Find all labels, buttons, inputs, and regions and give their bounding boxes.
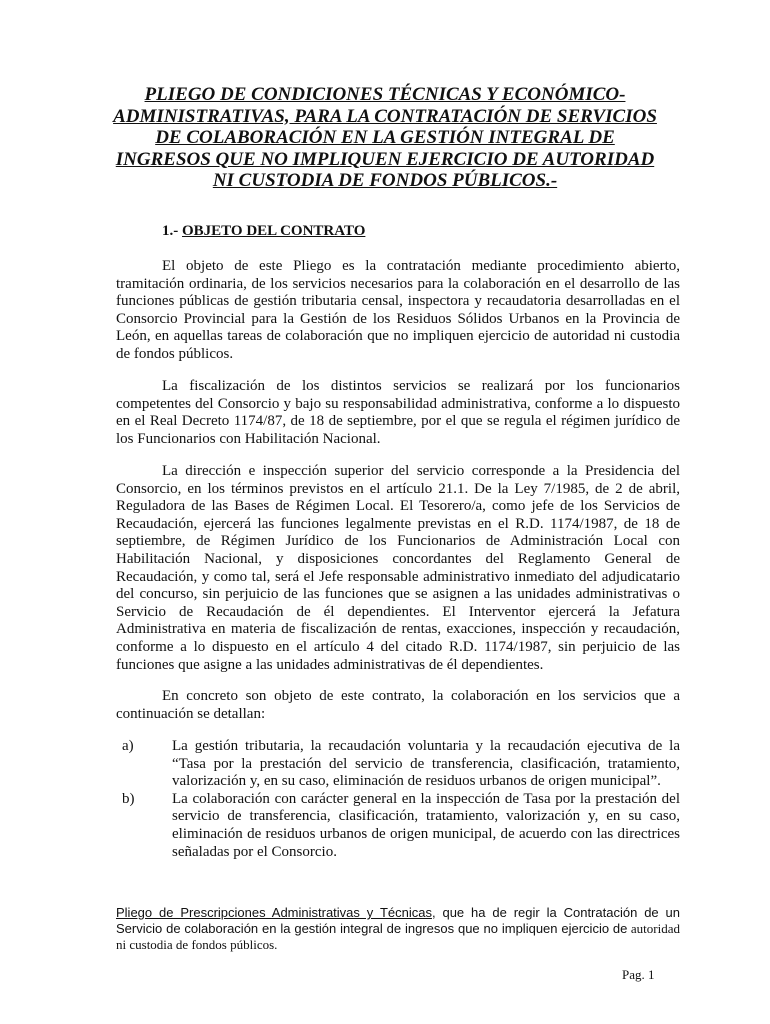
list-item-text: La colaboración con carácter general en la inspección de Tasa por la prestación del servicio de transferencia, clasificación, tratamiento, valorización y, en su caso, eliminación de residuos urbanos de origen municipal, de acuerdo con las directrices señaladas por el Consorcio.: [172, 790, 680, 860]
paragraph-en-concreto: En concreto son objeto de este contrato, la colaboración en los servicios que a continuación se detallan:: [116, 688, 680, 722]
section-heading-text: OBJETO DEL CONTRATO: [182, 223, 366, 239]
paragraph-direccion: La dirección e inspección superior del servicio corresponde a la Presidencia del Consorcio, en los términos previstos en el artículo 21.1. De la Ley 7/1985, de 2 de abril, Reguladora de las Bases de Régimen Local. El Tesorero/a, como jefe de los Servicios de Recaudación, ejercerá las funciones legalmente previstas en el R.D. 1174/1987, de 18 de septiembre, de Régimen Jurídico de los Funcionarios de Administración Local con Habilitación Nacional, y disposiciones concordantes del Reglamento General de Recaudación, y como tal, será el Jefe responsable administrativo inmediato del adjudicatario del concurso, sin perjuicio de las funciones que se asignen a las unidades administrativas o Servicio de Recaudación de él dependientes. El Interventor ejercerá la Jefatura Administrativa en materia de fiscalización de rentas, exacciones, inspección y recaudación, conforme a lo dispuesto en el artículo 4 del citado R.D. 1174/1987, sin perjuicio de las funciones que asigne a las unidades administrativas de él dependientes.: [116, 463, 680, 673]
document-title: PLIEGO DE CONDICIONES TÉCNICAS Y ECONÓMICO-ADMINISTRATIVAS, PARA LA CONTRATACIÓN DE SERVICIOS DE COLABORACIÓN EN LA GESTIÓN INTEGRAL DE INGRESOS QUE NO IMPLIQUEN EJERCICIO DE AUTORIDAD NI CUSTODIA DE FONDOS PÚBLICOS.-: [113, 84, 657, 191]
list-item: [116, 738, 680, 791]
section-heading: [162, 223, 365, 240]
paragraph-fiscalizacion: La fiscalización de los distintos servicios se realizará por los funcionarios competentes del Consorcio y bajo su responsabilidad administrativa, conforme a lo dispuesto en el Real Decreto 1174/87, de 18 de septiembre, por el que se regula el régimen jurídico de los Funcionarios con Habilitación Nacional.: [116, 378, 680, 447]
list-item: [116, 791, 680, 861]
footer-document-name: Pliego de Prescripciones Administrativas y Técnicas: [116, 905, 432, 920]
page-number: Pag. 1: [622, 967, 655, 982]
list-marker: a): [122, 738, 134, 754]
section-number: 1.-: [162, 223, 182, 239]
paragraph-objeto: El objeto de este Pliego es la contratación mediante procedimiento abierto, tramitación ordinaria, de los servicios necesarios para la colaboración en el desarrollo de las funciones públicas de gestión tributaria censal, inspectora y recaudatoria desarrolladas en el Consorcio Provincial para la Gestión de los Residuos Sólidos Urbanos en la Provincia de León, en aquellas tareas de colaboración que no impliquen ejercicio de autoridad ni custodia de fondos públicos.: [116, 258, 680, 362]
page-footer: [116, 905, 680, 953]
list-item-text: La gestión tributaria, la recaudación voluntaria y la recaudación ejecutiva de la “Tasa por la prestación del servicio de transferencia, clasificación, tratamiento, valorización y, en su caso, eliminación de residuos urbanos de origen municipal”.: [172, 738, 680, 790]
footer-text: , que ha de regir la Contratación de un Servicio de colaboración en la gestión integral de ingresos que no impliquen ejercicio de: [116, 905, 680, 936]
services-list: [116, 738, 680, 861]
list-marker: b): [122, 790, 135, 807]
footer-text-end: autoridad ni custodia de fondos públicos.: [116, 921, 680, 952]
